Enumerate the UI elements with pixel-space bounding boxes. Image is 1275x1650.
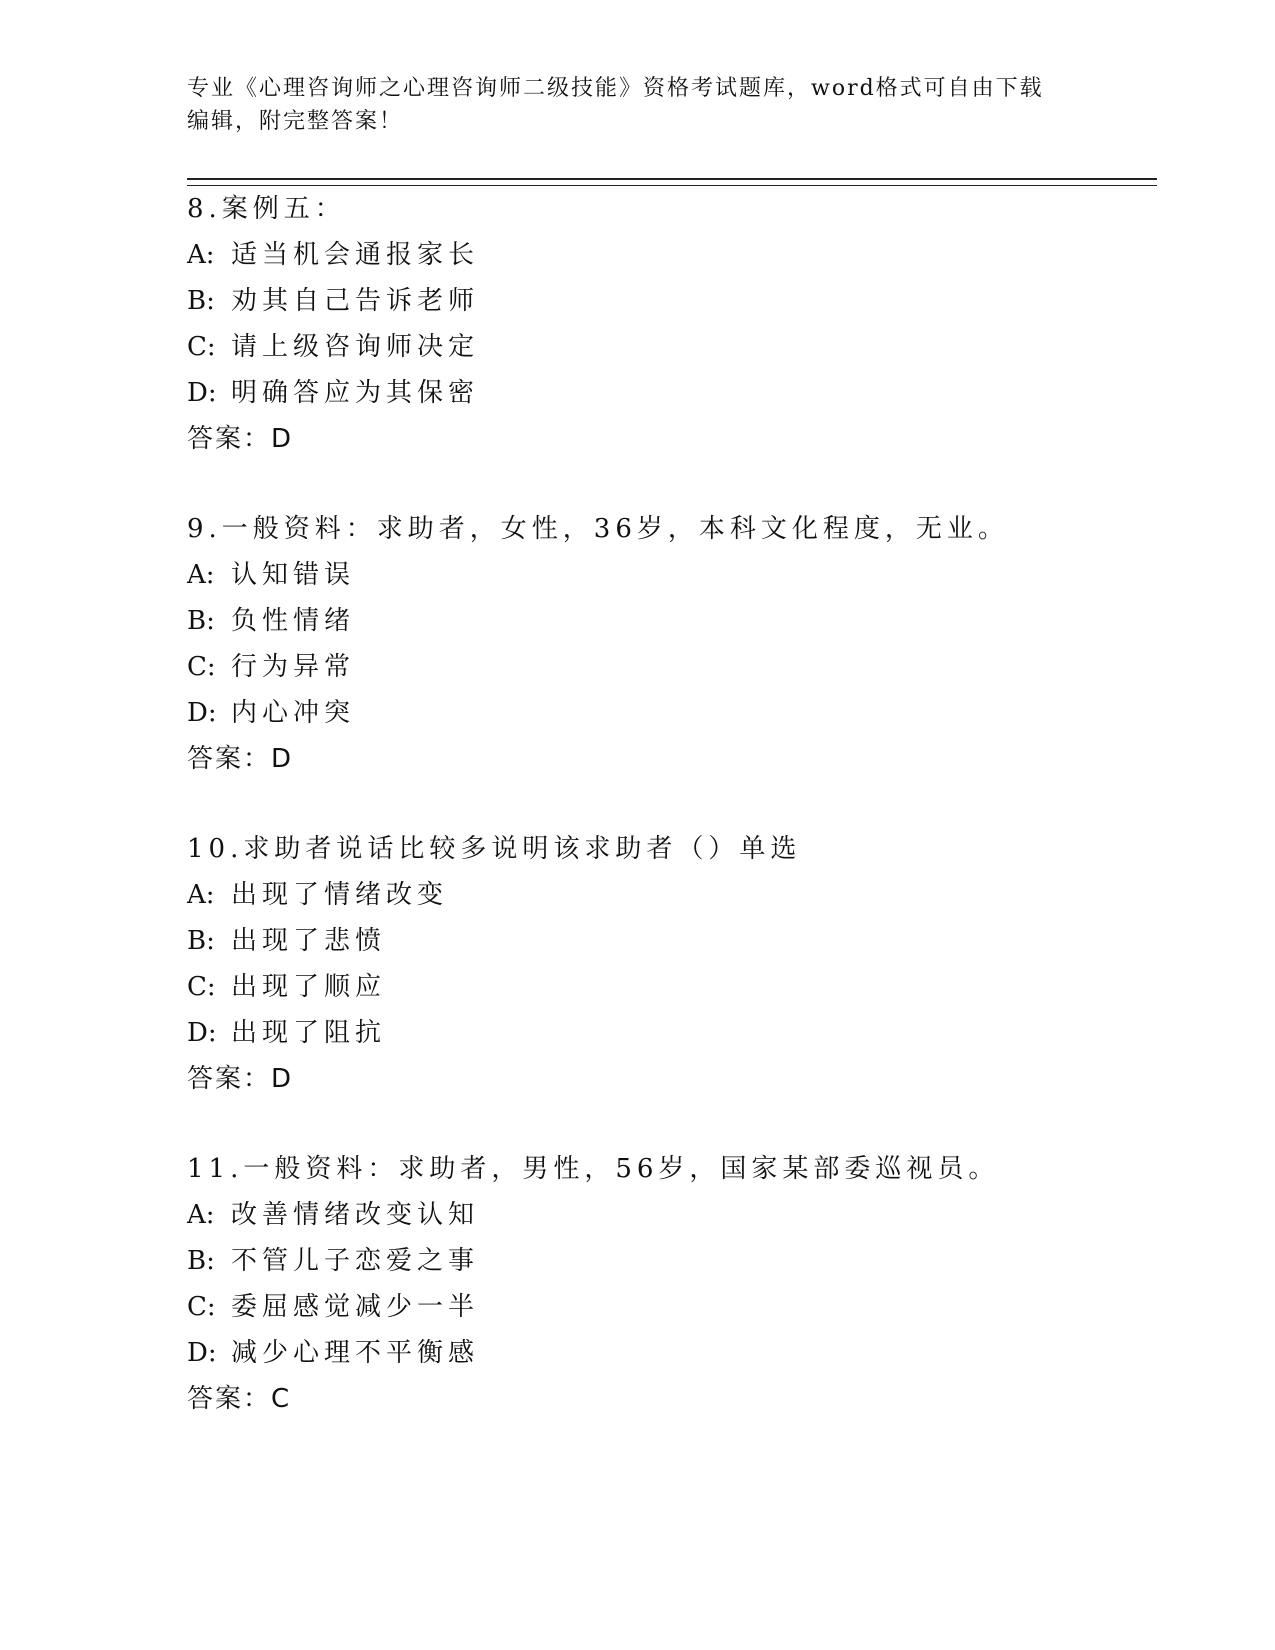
option-letter: C:: [187, 652, 216, 682]
option-letter: C:: [187, 1292, 216, 1322]
option-text: 出现了阻抗: [231, 1018, 387, 1048]
option-a: [187, 232, 1157, 278]
answer: 答案：D: [187, 744, 294, 774]
option-text: 委屈感觉减少一半: [231, 1292, 480, 1322]
option-text: 明确答应为其保密: [231, 378, 480, 408]
option-b: [187, 1238, 1157, 1284]
option-letter: B:: [187, 286, 215, 316]
option-text: 认知错误: [231, 560, 356, 590]
answer: 答案：C: [187, 1384, 292, 1414]
option-c: [187, 964, 1157, 1010]
option-text: 劝其自己告诉老师: [231, 286, 480, 316]
option-letter: C:: [187, 332, 216, 362]
option-b: [187, 598, 1157, 644]
header-line-1: 专业《心理咨询师之心理咨询师二级技能》资格考试题库，word格式可自由下载: [187, 76, 1044, 101]
option-d: [187, 1010, 1157, 1056]
question-10: [187, 826, 1157, 1102]
option-text: 改善情绪改变认知: [231, 1200, 480, 1230]
question-stem: 11.一般资料：求助者，男性，56岁，国家某部委巡视员。: [187, 1154, 1000, 1184]
option-a: [187, 872, 1157, 918]
header-divider: [187, 178, 1157, 186]
option-text: 出现了情绪改变: [231, 880, 449, 910]
option-d: [187, 1330, 1157, 1376]
option-text: 内心冲突: [231, 698, 356, 728]
option-letter: C:: [187, 972, 216, 1002]
question-stem: 9.一般资料：求助者，女性，36岁，本科文化程度，无业。: [187, 514, 1009, 544]
option-c: [187, 324, 1157, 370]
option-text: 不管儿子恋爱之事: [231, 1246, 480, 1276]
question-8: [187, 186, 1157, 462]
option-letter: A:: [187, 560, 215, 590]
option-c: [187, 1284, 1157, 1330]
option-letter: B:: [187, 1246, 215, 1276]
option-text: 减少心理不平衡感: [231, 1338, 480, 1368]
document-page: [187, 72, 1157, 1422]
option-text: 适当机会通报家长: [231, 240, 480, 270]
question-stem: 8.案例五：: [187, 194, 346, 224]
option-text: 负性情绪: [231, 606, 356, 636]
option-a: [187, 1192, 1157, 1238]
option-letter: D:: [187, 698, 217, 728]
option-b: [187, 278, 1157, 324]
option-letter: B:: [187, 606, 215, 636]
option-letter: D:: [187, 1338, 217, 1368]
option-d: [187, 370, 1157, 416]
option-b: [187, 918, 1157, 964]
answer: 答案：D: [187, 424, 294, 454]
option-a: [187, 552, 1157, 598]
answer: 答案：D: [187, 1064, 294, 1094]
question-11: [187, 1146, 1157, 1422]
option-text: 出现了顺应: [231, 972, 387, 1002]
option-d: [187, 690, 1157, 736]
option-letter: A:: [187, 240, 215, 270]
option-text: 请上级咨询师决定: [231, 332, 480, 362]
question-stem: 10.求助者说话比较多说明该求助者（）单选: [187, 834, 802, 864]
question-9: [187, 506, 1157, 782]
option-text: 出现了悲愤: [231, 926, 387, 956]
option-text: 行为异常: [231, 652, 356, 682]
option-letter: B:: [187, 926, 215, 956]
option-letter: D:: [187, 1018, 217, 1048]
option-c: [187, 644, 1157, 690]
option-letter: A:: [187, 1200, 215, 1230]
option-letter: A:: [187, 880, 215, 910]
header-line-2: 编辑，附完整答案！: [187, 109, 404, 134]
document-header: [187, 72, 1067, 138]
option-letter: D:: [187, 378, 217, 408]
